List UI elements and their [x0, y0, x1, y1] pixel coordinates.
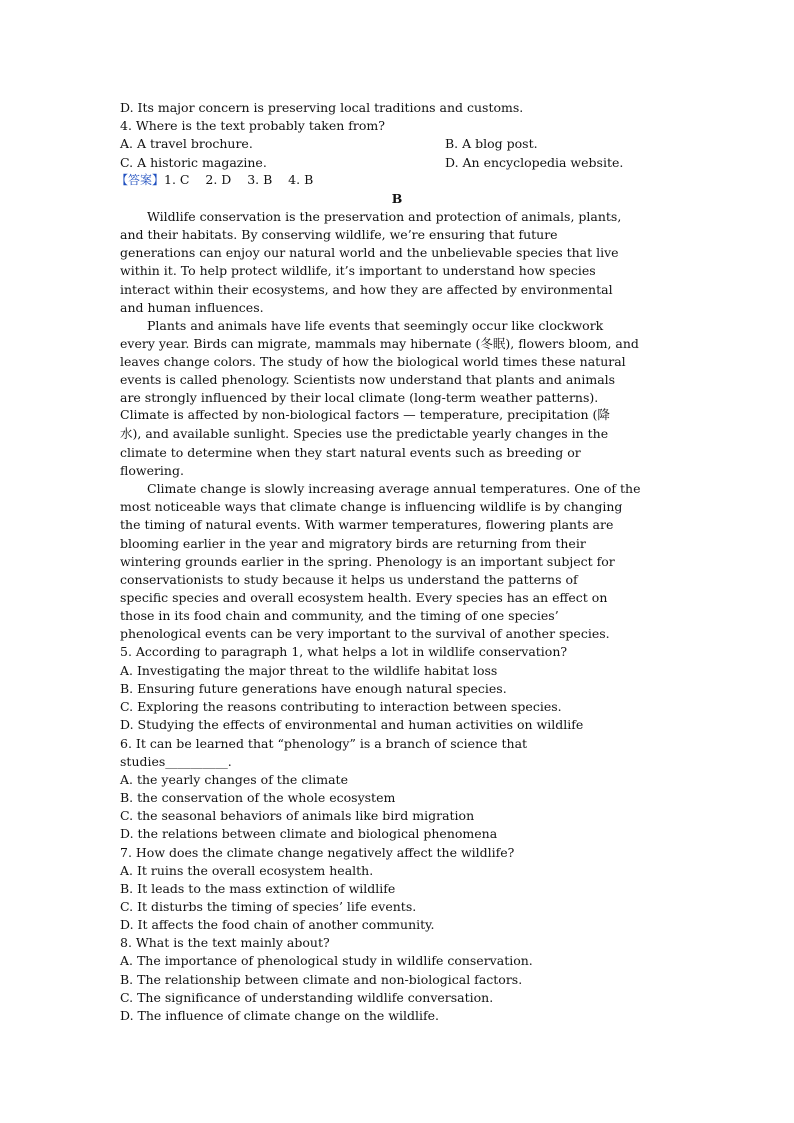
passage-line: those in its food chain and community, and the timing of one species’ — [120, 608, 559, 623]
passage-line: leaves change colors. The study of how the biological world times these natural — [120, 354, 626, 369]
answer-key — [116, 171, 313, 189]
passage-line: are strongly influenced by their local climate (long-term weather patterns). — [120, 390, 599, 405]
q4-question: 4. Where is the text probably taken from? — [120, 118, 385, 133]
answer-text: 1. C 2. D 3. B 4. B — [164, 172, 314, 187]
question-line: D. The influence of climate change on the wildlife. — [120, 1008, 439, 1023]
question-line: B. Ensuring future generations have enough natural species. — [120, 681, 507, 696]
passage-line: wintering grounds earlier in the spring. Phenology is an important subject for — [120, 554, 615, 569]
question-line: C. the seasonal behaviors of animals like bird migration — [120, 808, 475, 823]
passage-line: Plants and animals have life events that seemingly occur like clockwork — [147, 318, 604, 333]
question-line: C. Exploring the reasons contributing to interaction between species. — [120, 699, 562, 714]
question-line: D. Studying the effects of environmental and human activities on wildlife — [120, 717, 584, 732]
passage-line: flowering. — [120, 463, 184, 478]
question-line: 7. How does the climate change negatively affect the wildlife? — [120, 845, 515, 860]
q4-option-b: B. A blog post. — [445, 136, 538, 151]
passage-line: most noticeable ways that climate change is influencing wildlife is by changing — [120, 499, 623, 514]
passage-line: climate to determine when they start natural events such as breeding or — [120, 445, 581, 460]
section-label: B — [391, 191, 403, 206]
question-line: A. the yearly changes of the climate — [120, 772, 348, 787]
answer-tag: 【答案】 — [116, 173, 165, 187]
question-line: B. The relationship between climate and non-biological factors. — [120, 972, 523, 987]
question-line: 8. What is the text mainly about? — [120, 935, 330, 950]
passage-line: Climate is affected by non-biological factors — temperature, precipitation (降 — [120, 407, 610, 422]
passage-line: interact within their ecosystems, and how they are affected by environmental — [120, 282, 613, 297]
passage-line: the timing of natural events. With warmer temperatures, flowering plants are — [120, 517, 614, 532]
passage-line: and human influences. — [120, 300, 264, 315]
question-line: A. Investigating the major threat to the wildlife habitat loss — [120, 663, 498, 678]
q4-option-a: A. A travel brochure. — [120, 136, 253, 151]
question-line: B. It leads to the mass extinction of wildlife — [120, 881, 396, 896]
question-line: 6. It can be learned that “phenology” is a branch of science that — [120, 736, 528, 751]
q3-option-d: D. Its major concern is preserving local traditions and customs. — [120, 100, 524, 115]
passage-line: Wildlife conservation is the preservation and protection of animals, plants, — [147, 209, 622, 224]
passage-line: blooming earlier in the year and migratory birds are returning from their — [120, 536, 586, 551]
passage-line: and their habitats. By conserving wildlife, we’re ensuring that future — [120, 227, 558, 242]
passage-line: within it. To help protect wildlife, it’s important to understand how species — [120, 263, 596, 278]
question-line: A. The importance of phenological study in wildlife conservation. — [120, 953, 533, 968]
q4-option-c: C. A historic magazine. — [120, 155, 267, 170]
question-line: D. It affects the food chain of another community. — [120, 917, 435, 932]
question-line: C. The significance of understanding wildlife conversation. — [120, 990, 494, 1005]
question-line: A. It ruins the overall ecosystem health. — [120, 863, 374, 878]
question-line: 5. According to paragraph 1, what helps a lot in wildlife conservation? — [120, 644, 568, 659]
passage-line: every year. Birds can migrate, mammals may hibernate (冬眠), flowers bloom, and — [120, 336, 639, 351]
question-line: D. the relations between climate and biological phenomena — [120, 826, 498, 841]
question-line: studies__________. — [120, 754, 232, 769]
passage-line: events is called phenology. Scientists now understand that plants and animals — [120, 372, 616, 387]
passage-line: Climate change is slowly increasing average annual temperatures. One of the — [147, 481, 641, 496]
passage-line: 水), and available sunlight. Species use the predictable yearly changes in the — [120, 426, 609, 441]
q4-option-d: D. An encyclopedia website. — [445, 155, 624, 170]
question-line: B. the conservation of the whole ecosystem — [120, 790, 396, 805]
passage-line: specific species and overall ecosystem health. Every species has an effect on — [120, 590, 608, 605]
passage-line: phenological events can be very important to the survival of another species. — [120, 626, 610, 641]
passage-line: conservationists to study because it helps us understand the patterns of — [120, 572, 578, 587]
passage-line: generations can enjoy our natural world and the unbelievable species that live — [120, 245, 619, 260]
question-line: C. It disturbs the timing of species’ life events. — [120, 899, 417, 914]
